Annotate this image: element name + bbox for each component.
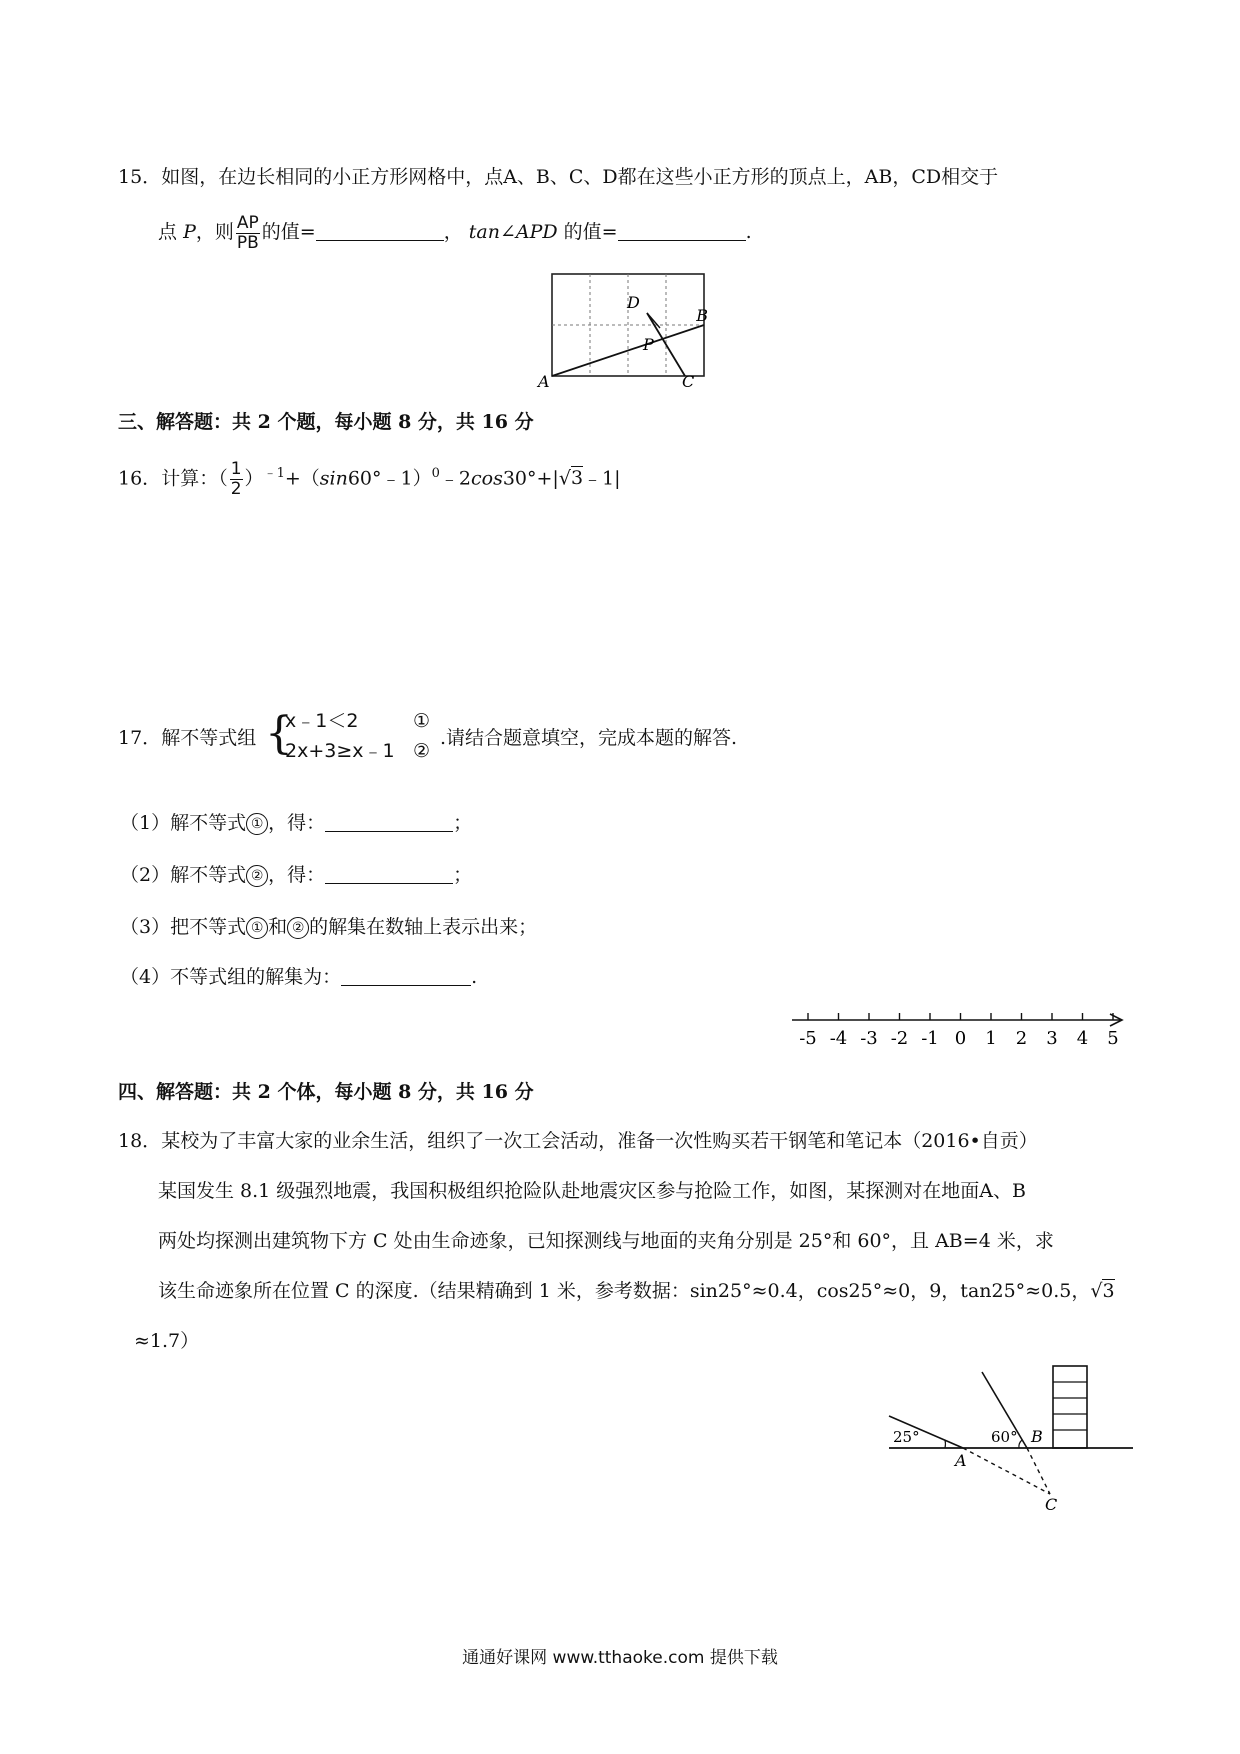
page-footer: 通通好课网 www.tthaoke.com 提供下载: [462, 1648, 778, 1668]
segment-dp: [647, 313, 660, 328]
building: [1053, 1366, 1087, 1448]
point-label-a: A: [955, 1451, 967, 1470]
number-line-tick-label: -2: [890, 1028, 909, 1049]
sqrt-sign: √: [1090, 1280, 1103, 1302]
q17-step2: （2）解不等式 ② ，得： ；: [120, 864, 473, 886]
answer-blank-step1[interactable]: [325, 811, 453, 832]
point-label-c: C: [682, 372, 695, 388]
fraction-ap-pb: $\frac{AP}{PB}$: [236, 212, 259, 253]
answer-blank-step2[interactable]: [325, 863, 453, 884]
section4-title: 四、解答题：共 2 个体，每小题 8 分，共 16 分: [118, 1081, 534, 1103]
inequality-system: x﹣1＜2 ① 2x+3≥x﹣1 ②: [285, 710, 431, 762]
sqrt-sign: √: [558, 467, 571, 490]
number-line-tick-label: 3: [1046, 1028, 1058, 1049]
point-label-c: C: [1045, 1495, 1058, 1514]
answer-blank-tan-apd[interactable]: [618, 220, 746, 241]
q18-figure: [885, 1362, 1133, 1514]
answer-blank-step4[interactable]: [341, 965, 471, 986]
angle-label-60: 60°: [991, 1428, 1018, 1446]
dashed-line-bc: [1027, 1448, 1050, 1494]
dashed-line-ac: [963, 1448, 1050, 1494]
section3-title: 三、解答题：共 2 个题，每小题 8 分，共 16 分: [118, 411, 534, 433]
q18-line4: 该生命迹象所在位置 C 的深度.（结果精确到 1 米，参考数据：sin25°≈0.4，cos25°≈0，9，tan25°≈0.5，√3: [158, 1280, 1115, 1302]
number-line-tick-label: 0: [954, 1028, 967, 1049]
fraction-one-half: $\frac{1}{2}$: [230, 458, 242, 499]
q18-line3: 两处均探测出建筑物下方 C 处由生命迹象，已知探测线与地面的夹角分别是 25°和 60°，且 AB=4 米，求: [158, 1230, 1054, 1252]
number-line-ticks: [799, 1013, 1119, 1049]
angle-arc-60: [1019, 1440, 1022, 1448]
number-line-tick-label: -4: [829, 1028, 848, 1049]
q18-line2: 某国发生 8.1 级强烈地震，我国积极组织抢险队赴地震灾区参与抢险工作，如图，某探测对在地面A、B: [158, 1180, 1026, 1202]
angle-label-25: 25°: [893, 1428, 920, 1446]
q15-line1: 15．如图，在边长相同的小正方形网格中，点A、B、C、D都在这些小正方形的顶点上，AB，CD相交于: [118, 166, 999, 188]
number-line-tick-label: 1: [985, 1028, 997, 1049]
point-label-d: D: [627, 293, 640, 312]
point-label-b: B: [696, 306, 708, 325]
point-label-p: P: [643, 335, 654, 354]
point-label-a: A: [538, 372, 550, 388]
q18-line5: ≈1.7）: [134, 1330, 200, 1352]
brace: {: [265, 708, 293, 759]
number-line-tick-label: 5: [1107, 1028, 1119, 1049]
point-label-b: B: [1031, 1427, 1043, 1446]
q17-instruction: .请结合题意填空，完成本题的解答.: [440, 727, 738, 749]
q17-step3: （3）把不等式 ① 和 ② 的解集在数轴上表示出来；: [120, 916, 538, 938]
number-line: [788, 1006, 1132, 1052]
number-line-tick-label: -5: [799, 1028, 817, 1049]
number-line-tick-label: 2: [1015, 1028, 1028, 1049]
q17-step4: （4）不等式组的解集为： .: [120, 966, 478, 988]
number-line-tick-label: 4: [1076, 1028, 1089, 1049]
q17-heading: 17．解不等式组: [118, 727, 257, 749]
q15-grid-figure: [530, 270, 710, 388]
q17-step1: （1）解不等式 ① ，得： ；: [120, 812, 473, 834]
number-line-tick-label: -1: [921, 1028, 939, 1049]
number-line-tick-label: -3: [860, 1028, 878, 1049]
q16-expression: 16．计算：（ $\frac{1}{2}$ ）$^{﹣1}$+（sin60°﹣1）$^0$﹣2cos30°+|√3﹣1|: [118, 458, 621, 499]
q18-line1: 18．某校为了丰富大家的业余生活，组织了一次工会活动，准备一次性购买若干钢笔和笔记本（2016•自贡）: [118, 1130, 1038, 1152]
q15-line2: 点 P，则 $\frac{AP}{PB}$ 的值= ， tan∠APD 的值= .: [158, 212, 752, 253]
answer-blank-ap-pb[interactable]: [316, 220, 444, 241]
